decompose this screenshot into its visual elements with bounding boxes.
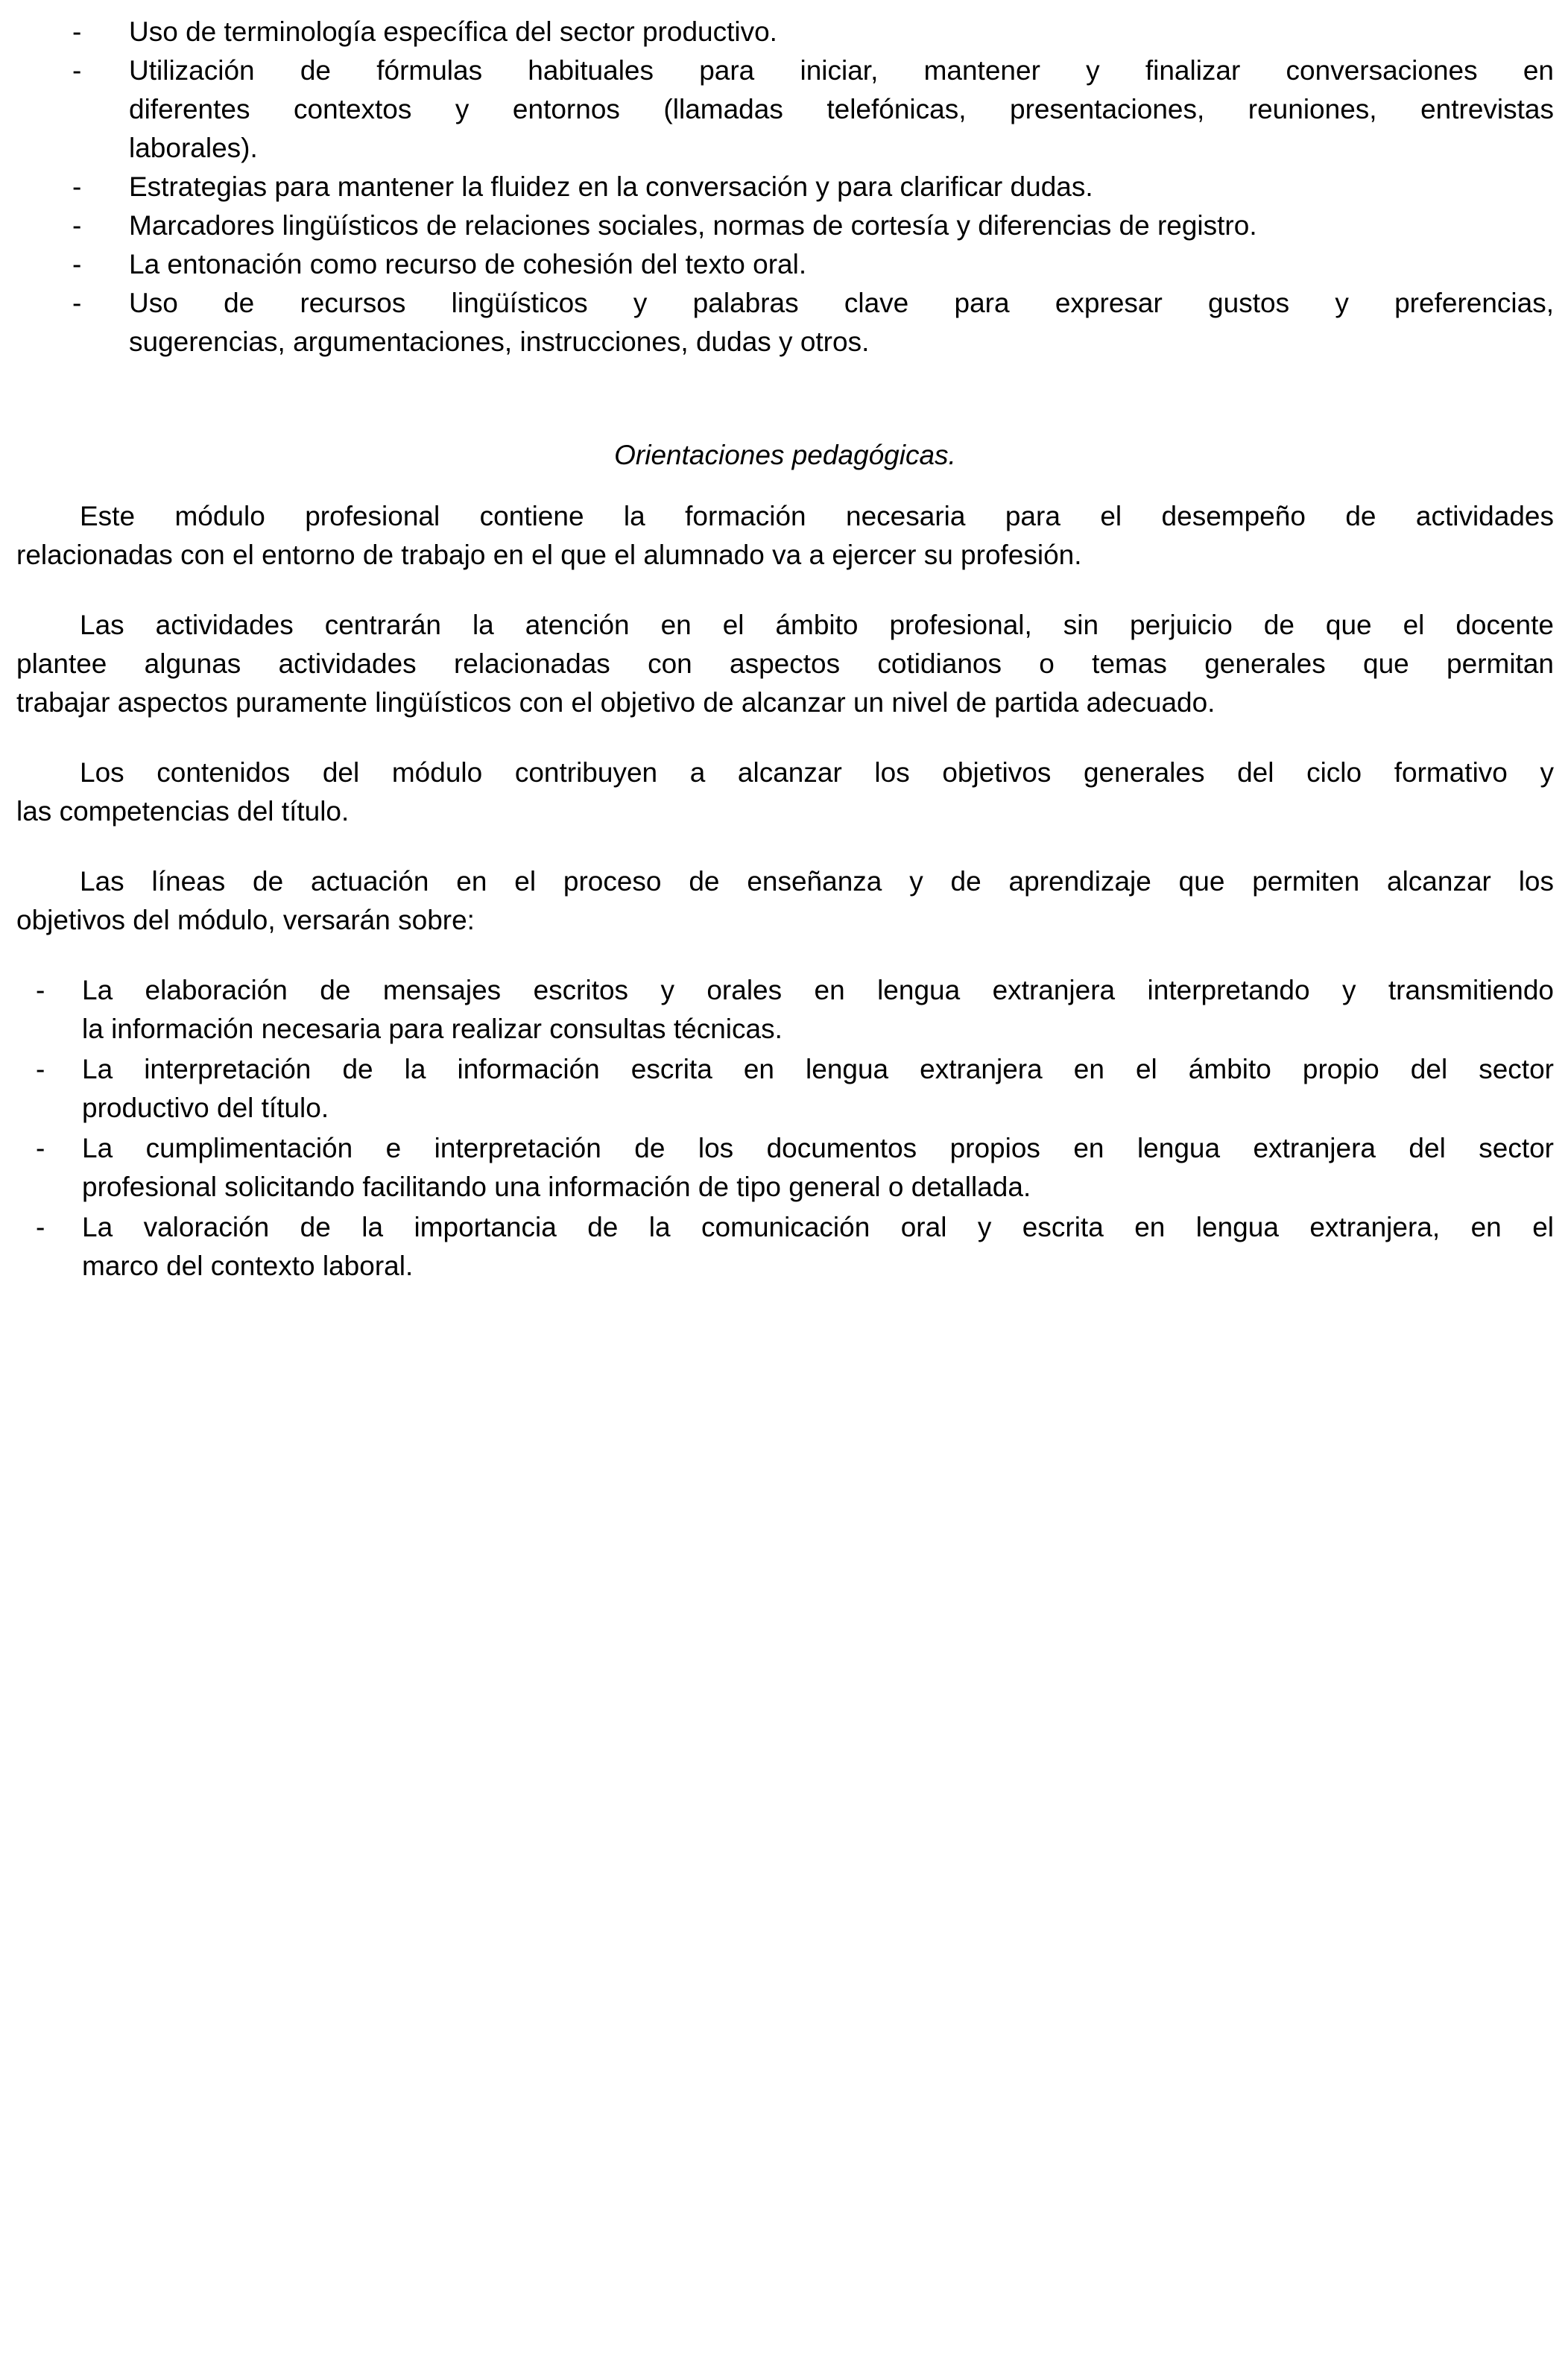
- list-item-text: [129, 245, 1554, 284]
- text-line: Uso de recursos lingüísticos y palabras clave para expresar gustos y preferencias,: [129, 288, 1554, 318]
- list-dash-marker: -: [36, 1054, 45, 1084]
- text-line: sugerencias, argumentaciones, instrucciones, dudas y otros.: [129, 326, 870, 357]
- list-item: [72, 206, 1554, 245]
- section-heading: Orientaciones pedagógicas.: [614, 440, 956, 470]
- list-item-text: [82, 1050, 1554, 1128]
- list-dash-marker: -: [36, 1133, 45, 1163]
- list-item-text: [82, 1208, 1554, 1286]
- text-line: La entonación como recurso de cohesión del texto oral.: [129, 249, 807, 279]
- text-line: La interpretación de la información escrita en lengua extranjera en el ámbito propio del sector: [82, 1054, 1554, 1084]
- list-dash-marker: -: [72, 55, 82, 86]
- text-line: Los contenidos del módulo contribuyen a alcanzar los objetivos generales del ciclo formativo y: [80, 757, 1554, 788]
- list-item: [72, 245, 1554, 284]
- text-line: productivo del título.: [82, 1093, 329, 1123]
- list-item: [72, 168, 1554, 206]
- list-item: [72, 13, 1554, 51]
- text-line: diferentes contextos y entornos (llamadas telefónicas, presentaciones, reuniones, entrevistas: [129, 94, 1554, 124]
- paragraph: [16, 497, 1554, 575]
- text-line: las competencias del título.: [16, 796, 350, 827]
- list-item: [72, 284, 1554, 361]
- list-item: [36, 1208, 1554, 1286]
- text-line: plantee algunas actividades relacionadas con aspectos cotidianos o temas generales que permitan: [16, 648, 1554, 679]
- text-line: La cumplimentación e interpretación de los documentos propios en lengua extranjera del sector: [82, 1133, 1554, 1163]
- list-item-text: [129, 284, 1554, 361]
- paragraph: [16, 753, 1554, 831]
- list-dash-marker: -: [72, 16, 82, 47]
- text-line: Este módulo profesional contiene la formación necesaria para el desempeño de actividades: [80, 501, 1554, 531]
- list-item: [36, 971, 1554, 1049]
- list-item-text: [129, 13, 1554, 51]
- text-line: relacionadas con el entorno de trabajo en el que el alumnado va a ejercer su profesión.: [16, 540, 1082, 570]
- text-line: La elaboración de mensajes escritos y orales en lengua extranjera interpretando y transmitiendo: [82, 975, 1554, 1005]
- list-dash-marker: -: [36, 1212, 45, 1242]
- list-item: [36, 1129, 1554, 1207]
- text-line: la información necesaria para realizar consultas técnicas.: [82, 1014, 783, 1044]
- text-line: laborales).: [129, 133, 258, 163]
- list-item: [72, 51, 1554, 168]
- text-line: Utilización de fórmulas habituales para iniciar, mantener y finalizar conversaciones en: [129, 55, 1554, 86]
- text-line: Estrategias para mantener la fluidez en la conversación y para clarificar dudas.: [129, 171, 1093, 202]
- list-item-text: [129, 51, 1554, 168]
- paragraph: [16, 606, 1554, 722]
- list-dash-marker: -: [72, 288, 82, 318]
- list-dash-marker: -: [72, 249, 82, 279]
- list-dash-marker: -: [72, 171, 82, 202]
- text-line: La valoración de la importancia de la comunicación oral y escrita en lengua extranjera, en el: [82, 1212, 1554, 1242]
- list-item-text: [82, 1129, 1554, 1207]
- text-line: Las líneas de actuación en el proceso de enseñanza y de aprendizaje que permiten alcanzar los: [80, 866, 1554, 897]
- bullet-list-contents: [16, 13, 1554, 361]
- paragraph: [16, 862, 1554, 940]
- text-line: trabajar aspectos puramente lingüísticos con el objetivo de alcanzar un nivel de partida adecuado.: [16, 687, 1215, 718]
- text-line: objetivos del módulo, versarán sobre:: [16, 905, 475, 935]
- list-item-text: [129, 168, 1554, 206]
- text-line: marco del contexto laboral.: [82, 1251, 414, 1281]
- bullet-list-action-lines: [16, 971, 1554, 1286]
- list-item-text: [82, 971, 1554, 1049]
- list-item-text: [129, 206, 1554, 245]
- list-dash-marker: -: [72, 210, 82, 241]
- text-line: Uso de terminología específica del sector productivo.: [129, 16, 777, 47]
- text-line: Las actividades centrarán la atención en el ámbito profesional, sin perjuicio de que el docente: [80, 610, 1554, 640]
- text-line: Marcadores lingüísticos de relaciones sociales, normas de cortesía y diferencias de registro.: [129, 210, 1257, 241]
- list-dash-marker: -: [36, 975, 45, 1005]
- text-line: profesional solicitando facilitando una información de tipo general o detallada.: [82, 1172, 1031, 1202]
- list-item: [36, 1050, 1554, 1128]
